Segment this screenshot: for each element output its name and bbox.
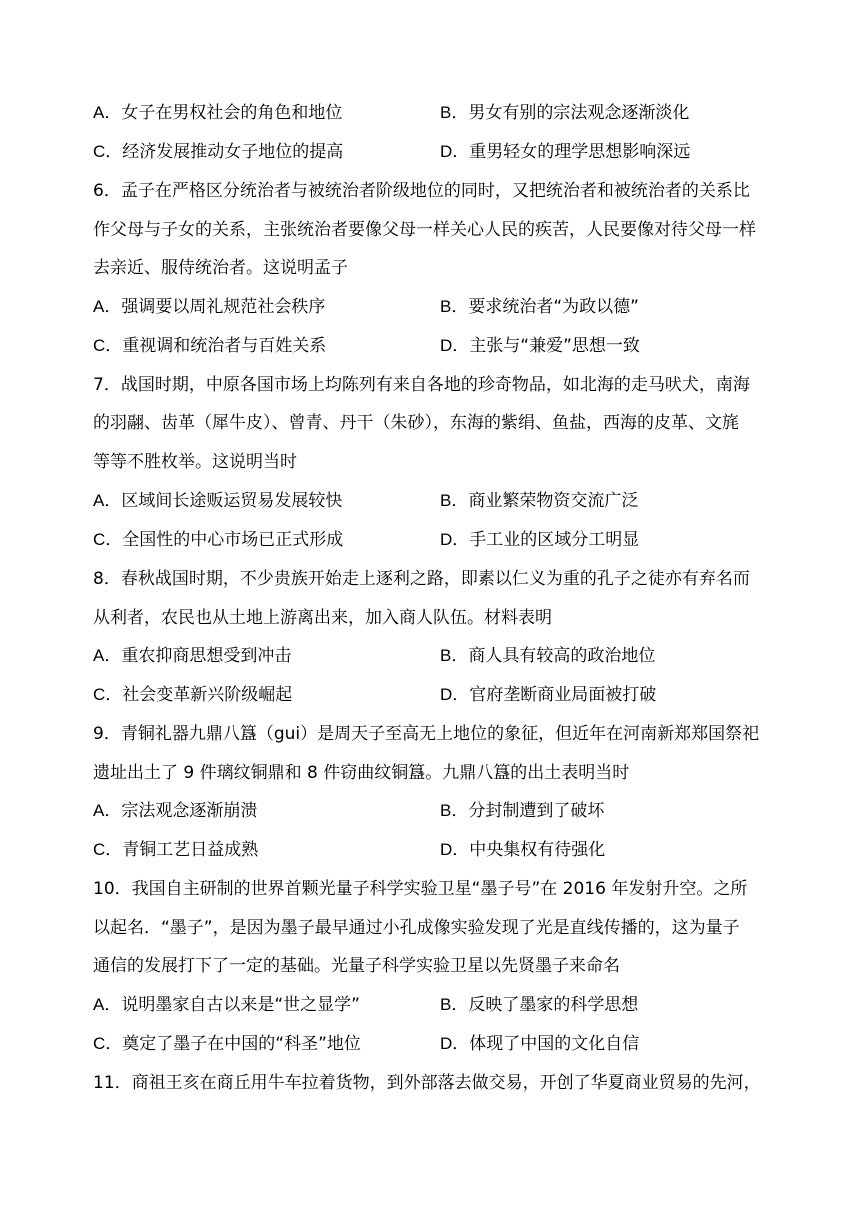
q9-stem-line-1: 9．青铜礼器九鼎八簋（gui）是周天子至高无上地位的象征，但近年在河南新郑郑国祭祀 xyxy=(93,724,760,744)
q10-option-c: C．奠定了墨子在中国的“科圣”地位 xyxy=(93,1034,361,1054)
q6-option-d: D．主张与“兼爱”思想一致 xyxy=(440,336,640,356)
q7-option-a: A．区域间长途贩运贸易发展较快 xyxy=(93,491,343,511)
q10-option-a: A．说明墨家自古以来是“世之显学” xyxy=(93,995,360,1015)
q7-option-d: D．手工业的区域分工明显 xyxy=(440,530,640,550)
q5-option-b: B．男女有别的宗法观念逐渐淡化 xyxy=(440,103,690,123)
q7-stem-line-1: 7．战国时期，中原各国市场上均陈列有来自各地的珍奇物品，如北海的走马吠犬，南海 xyxy=(93,375,750,395)
q8-stem-line-2: 从利者，农民也从土地上游离出来，加入商人队伍。材料表明 xyxy=(93,608,552,628)
q9-option-c: C．青铜工艺日益成熟 xyxy=(93,840,259,860)
q8-option-b: B．商人具有较高的政治地位 xyxy=(440,646,656,666)
q10-option-d: D．体现了中国的文化自信 xyxy=(440,1034,640,1054)
q10-stem-line-3: 通信的发展打下了一定的基础。光量子科学实验卫星以先贤墨子来命名 xyxy=(93,956,620,976)
q7-stem-line-3: 等等不胜枚举。这说明当时 xyxy=(93,452,297,472)
q7-option-c: C．全国性的中心市场已正式形成 xyxy=(93,530,344,550)
q8-option-a: A．重农抑商思想受到冲击 xyxy=(93,646,292,666)
q9-option-a: A．宗法观念逐渐崩溃 xyxy=(93,801,258,821)
q7-option-b: B．商业繁荣物资交流广泛 xyxy=(440,491,639,511)
q10-stem-line-1: 10．我国自主研制的世界首颗光量子科学实验卫星“墨子号”在 2016 年发射升空。之所 xyxy=(93,879,748,899)
q9-option-d: D．中央集权有待强化 xyxy=(440,840,606,860)
q6-option-c: C．重视调和统治者与百姓关系 xyxy=(93,336,327,356)
q5-option-a: A．女子在男权社会的角色和地位 xyxy=(93,103,343,123)
q8-option-d: D．官府垄断商业局面被打破 xyxy=(440,685,657,705)
q8-option-c: C．社会变革新兴阶级崛起 xyxy=(93,685,293,705)
q6-stem-line-2: 作父母与子女的关系，主张统治者要像父母一样关心人民的疾苦，人民要像对待父母一样 xyxy=(93,220,756,240)
q6-stem-line-3: 去亲近、服侍统治者。这说明孟子 xyxy=(93,258,348,278)
q9-stem-line-2: 遗址出土了 9 件璃纹铜鼎和 8 件窃曲纹铜簋。九鼎八簋的出土表明当时 xyxy=(93,763,630,783)
q10-option-b: B．反映了墨家的科学思想 xyxy=(440,995,639,1015)
q6-option-a: A．强调要以周礼规范社会秩序 xyxy=(93,297,326,317)
q5-option-c: C．经济发展推动女子地位的提高 xyxy=(93,142,344,162)
q6-stem-line-1: 6．孟子在严格区分统治者与被统治者阶级地位的同时，又把统治者和被统治者的关系比 xyxy=(93,181,750,201)
q7-stem-line-2: 的羽翮、齿革（犀牛皮）、曾青、丹干（朱砂），东海的紫绢、鱼盐，西海的皮革、文旄 xyxy=(93,413,739,433)
q10-stem-line-2: 以起名．“墨子”，是因为墨子最早通过小孔成像实验发现了光是直线传播的，这为量子 xyxy=(93,918,740,938)
q11-stem-line-1: 11．商祖王亥在商丘用牛车拉着货物，到外部落去做交易，开创了华夏商业贸易的先河， xyxy=(93,1073,761,1093)
q5-option-d: D．重男轻女的理学思想影响深远 xyxy=(440,142,691,162)
q8-stem-line-1: 8．春秋战国时期，不少贵族开始走上逐利之路，即素以仁义为重的孔子之徒亦有弃名而 xyxy=(93,569,750,589)
q6-option-b: B．要求统治者“为政以德” xyxy=(440,297,639,317)
q9-option-b: B．分封制遭到了破坏 xyxy=(440,801,605,821)
